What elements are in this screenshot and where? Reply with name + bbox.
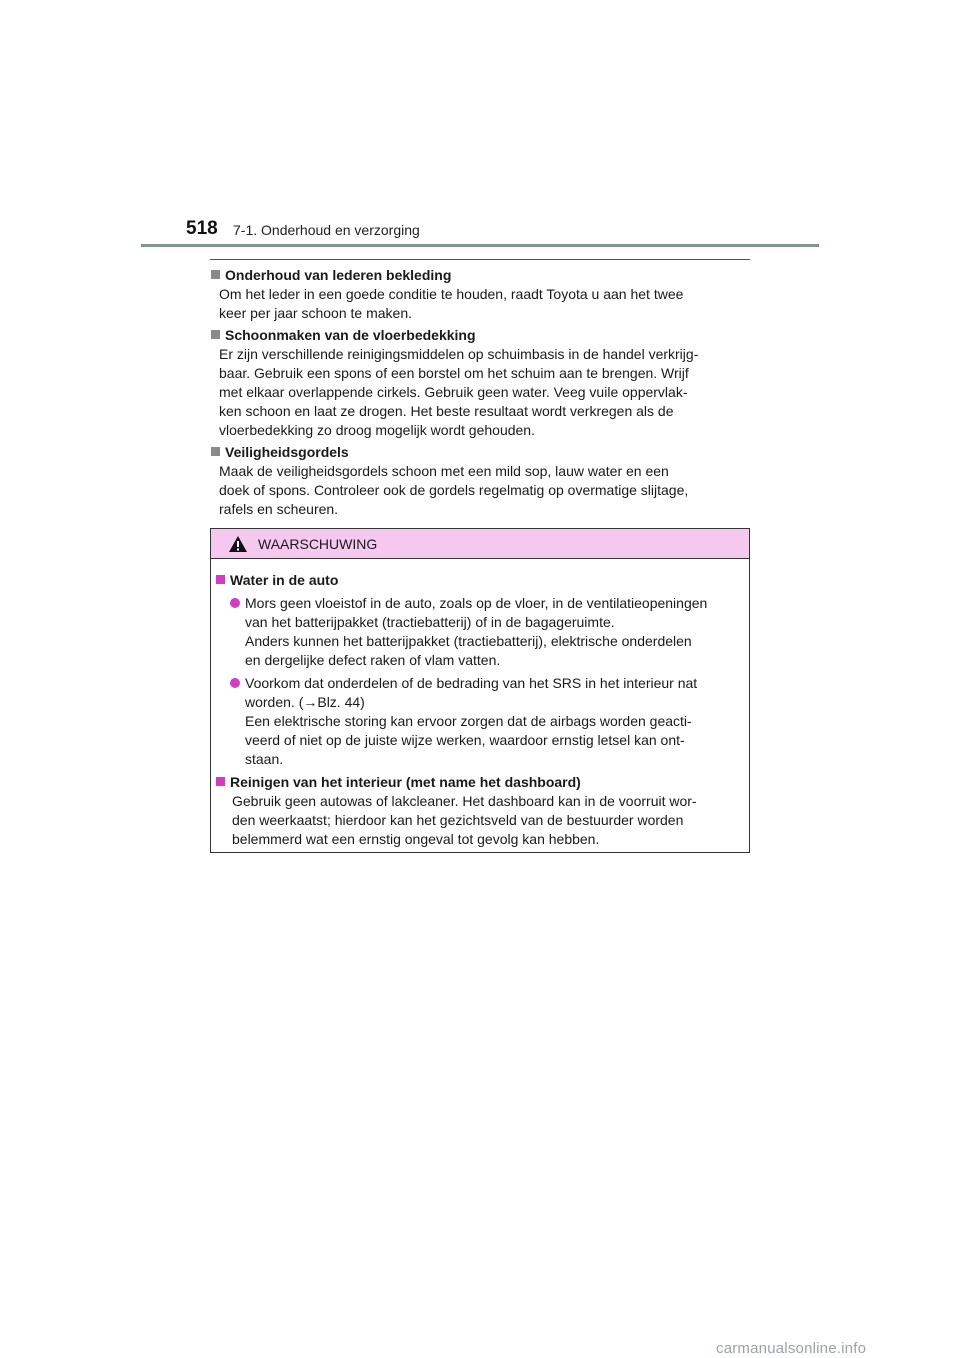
warning-paragraph: Gebruik geen autowas of lakcleaner. Het dashboard kan in de voorruit wor- den weerkaatst; hierdoor kan het gezichtsveld van de bestuurder worden belemmerd wat een ernstig ongeval tot gevolg kan hebben. xyxy=(232,793,697,847)
page-number: 518 xyxy=(186,218,218,239)
square-bullet-icon xyxy=(216,575,225,584)
warning-triangle-icon xyxy=(228,535,248,553)
warning-label: WAARSCHUWING xyxy=(258,535,378,552)
warning-bullet: Voorkom dat onderdelen of de bedrading van het SRS in het interieur nat worden. (→Blz. 44) Een elektrische storing kan ervoor zorgen dat de airbags worden geacti- veerd of niet op de juiste wijze werken, waardoor ernstig letsel kan ont- staan. xyxy=(230,674,743,769)
section-heading: Veiligheidsgordels xyxy=(211,443,745,462)
warning-heading: Water in de auto xyxy=(216,571,743,590)
warning-header xyxy=(211,529,749,559)
circle-bullet-icon xyxy=(230,678,240,688)
square-bullet-icon xyxy=(211,270,220,279)
content-rule xyxy=(210,259,750,260)
section-heading: Schoonmaken van de vloerbedekking xyxy=(211,326,745,345)
warning-box xyxy=(210,528,750,853)
watermark[interactable]: carmanualsonline.info xyxy=(716,1340,867,1357)
section-heading: Onderhoud van lederen bekleding xyxy=(211,266,745,285)
square-bullet-icon xyxy=(216,777,225,786)
section-title: 7-1. Onderhoud en verzorging xyxy=(233,222,420,238)
circle-bullet-icon xyxy=(230,598,240,608)
warning-body xyxy=(211,559,749,849)
square-bullet-icon xyxy=(211,330,220,339)
square-bullet-icon xyxy=(211,447,220,456)
section-paragraph: Om het leder in een goede conditie te houden, raadt Toyota u aan het twee keer per jaar schoon te maken. xyxy=(219,286,684,321)
header-rule xyxy=(141,244,819,247)
content-body xyxy=(211,266,745,519)
warning-heading: Reinigen van het interieur (met name het dashboard) xyxy=(216,773,743,792)
section-paragraph: Maak de veiligheidsgordels schoon met een mild sop, lauw water en een doek of spons. Controleer ook de gordels regelmatig op overmatige slijtage, rafels en scheuren. xyxy=(219,463,689,517)
warning-bullet: Mors geen vloeistof in de auto, zoals op de vloer, in de ventilatieopeningen van het batterijpakket (tractiebatterij) of in de bagageruimte. Anders kunnen het batterijpakket (tractiebatterij), elektrische onderdelen en dergelijke defect raken of vlam vatten. xyxy=(230,594,743,670)
section-paragraph: Er zijn verschillende reinigingsmiddelen op schuimbasis in de handel verkrijg- baar. Gebruik een spons of een borstel om het schuim aan te brengen. Wrijf met elkaar overlappende cirkels. Gebruik geen water. Veeg vuile oppervlak- ken schoon en laat ze drogen. Het beste resultaat wordt verkregen als de vloerbedekking zo droog mogelijk wordt gehouden. xyxy=(219,346,699,438)
